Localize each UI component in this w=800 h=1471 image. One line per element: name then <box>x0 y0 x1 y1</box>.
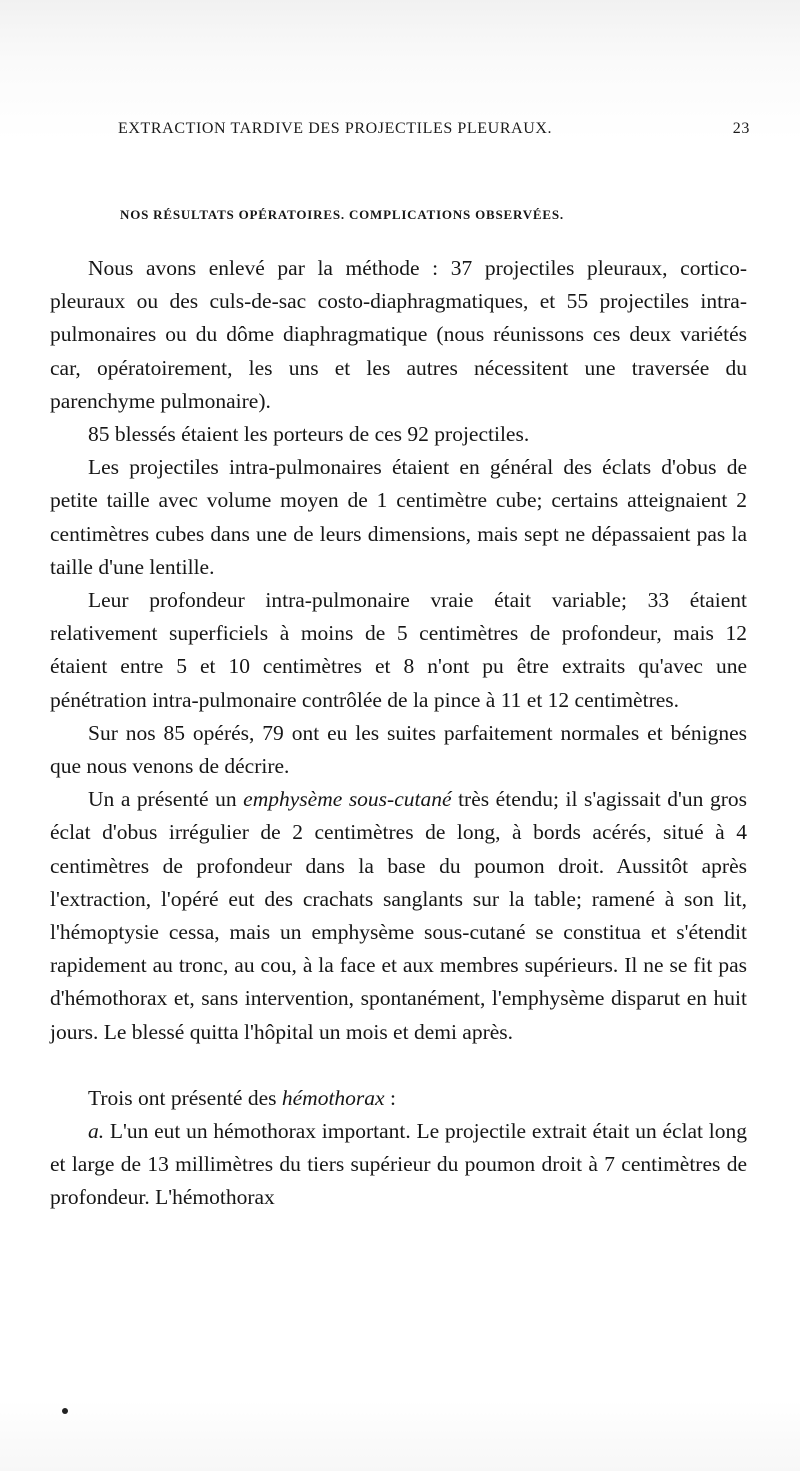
running-header <box>118 120 750 138</box>
case-a-marker: a. <box>88 1119 105 1144</box>
paragraph-hemothorax-intro <box>50 1082 747 1115</box>
emphysema-text-after: très étendu; il s'agissait d'un gros éclat d'obus irrégulier de 2 centimètres de long, à bords acérés, situé à 4 centimètres de profondeur dans la base du poumon droit. Aussitôt après l'extraction, l'opéré eut des crachats sanglants sur la table; ramené à son lit, l'hémoptysie cessa, mais un emphysème sous-cutané se constitua et s'étendit rapidement au tronc, au cou, à la face et aux membres supérieurs. Il ne se fit pas d'hémothorax et, sans intervention, spontanément, l'emphysème disparut en huit jours. Le blessé quitta l'hôpital un mois et demi après. <box>50 787 748 1044</box>
paragraph-case-a <box>50 1115 747 1215</box>
paragraph-emphysema <box>50 783 747 1049</box>
paragraph-outcomes: Sur nos 85 opérés, 79 ont eu les suites parfaitement normales et bénignes que nous venons de décrire. <box>50 720 747 779</box>
bullet-dot <box>62 1408 68 1414</box>
paragraph-wounded-count: 85 blessés étaient les porteurs de ces 92 projectiles. <box>88 422 530 447</box>
paragraph-method-results: Nous avons enlevé par la méthode : 37 projectiles pleuraux, cortico-pleuraux ou des culs-de-sac costo-diaphragmatiques, et 55 projectiles intra-pulmonaires ou du dôme diaphragmatique (nous réunissons ces deux variétés car, opératoirement, les uns et les autres nécessitent une traversée du parenchyme pulmonaire). <box>50 256 747 413</box>
paragraph-projectile-size: Les projectiles intra-pulmonaires étaient en général des éclats d'obus de petite taille avec volume moyen de 1 centimètre cube; certains atteignaient 2 centimètres cubes dans une de leurs dimensions, mais sept ne dépassaient pas la taille d'une lentille. <box>50 455 747 579</box>
page-number: 23 <box>732 120 750 137</box>
hemothorax-text-before: Trois ont présenté des <box>88 1085 282 1110</box>
running-title: EXTRACTION TARDIVE DES PROJECTILES PLEURAUX. <box>118 120 553 137</box>
hemothorax-italic-term: hémothorax <box>281 1085 385 1110</box>
body-text <box>50 252 747 1215</box>
emphysema-text-before: Un a présenté un <box>88 787 244 812</box>
paragraph-depth: Leur profondeur intra-pulmonaire vraie était variable; 33 étaient relativement superficiels à moins de 5 centimètres de profondeur, mais 12 étaient entre 5 et 10 centimètres et 8 n'ont pu être extraits qu'avec une pénétration intra-pulmonaire contrôlée de la pince à 11 et 12 centimètres. <box>50 588 747 712</box>
hemothorax-text-after: : <box>384 1085 396 1110</box>
section-title: NOS RÉSULTATS OPÉRATOIRES. COMPLICATIONS OBSERVÉES. <box>120 207 564 222</box>
case-a-text: L'un eut un hémothorax important. Le projectile extrait était un éclat long et large de 13 millimètres du tiers supérieur du poumon droit à 7 centimètres de profondeur. L'hémothorax <box>50 1119 747 1210</box>
emphysema-italic-term: emphysème sous-cutané <box>243 787 452 812</box>
